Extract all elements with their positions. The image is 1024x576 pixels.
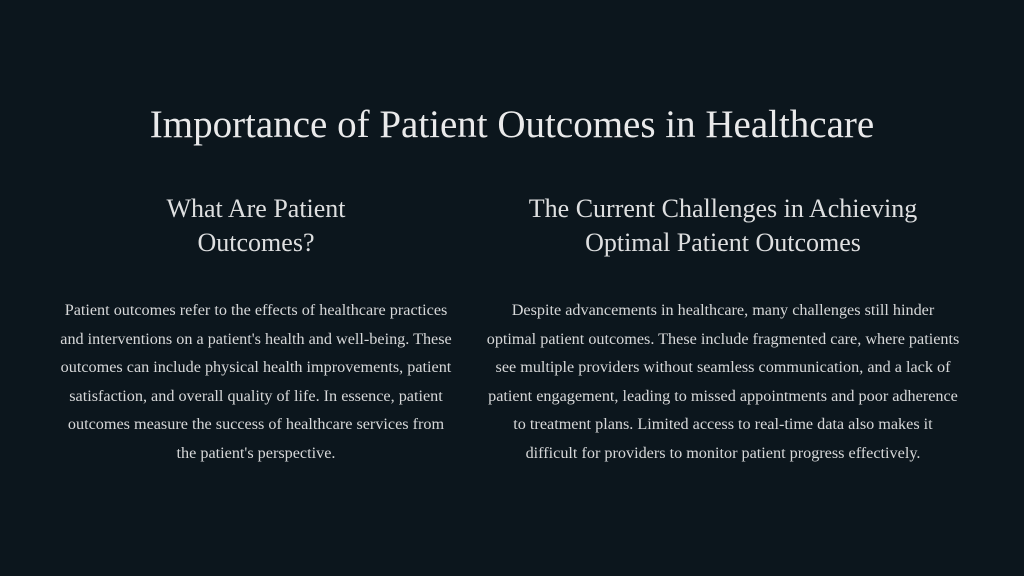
left-column-body: Patient outcomes refer to the effects of healthcare practices and interventions on a patient's health and well-being. These outcomes can include physical health improvements, patient satisfaction, and overall quality of life. In essence, patient outcomes measure the success of healthcare services from the patient's perspective. xyxy=(60,301,452,462)
right-column-heading: The Current Challenges in Achieving Optimal Patient Outcomes xyxy=(528,194,918,257)
left-column-heading: What Are Patient Outcomes? xyxy=(166,194,346,257)
slide-title: Importance of Patient Outcomes in Healthcare xyxy=(149,103,875,146)
right-column xyxy=(486,192,960,462)
right-column-body: Despite advancements in healthcare, many challenges still hinder optimal patient outcomes. These include fragmented care, where patients see multiple providers without seamless communication, and a lack of patient engagement, leading to missed appointments and poor adherence to treatment plans. Limited access to real-time data also makes it difficult for providers to monitor patient progress effectively. xyxy=(486,301,960,462)
left-column xyxy=(60,192,452,462)
